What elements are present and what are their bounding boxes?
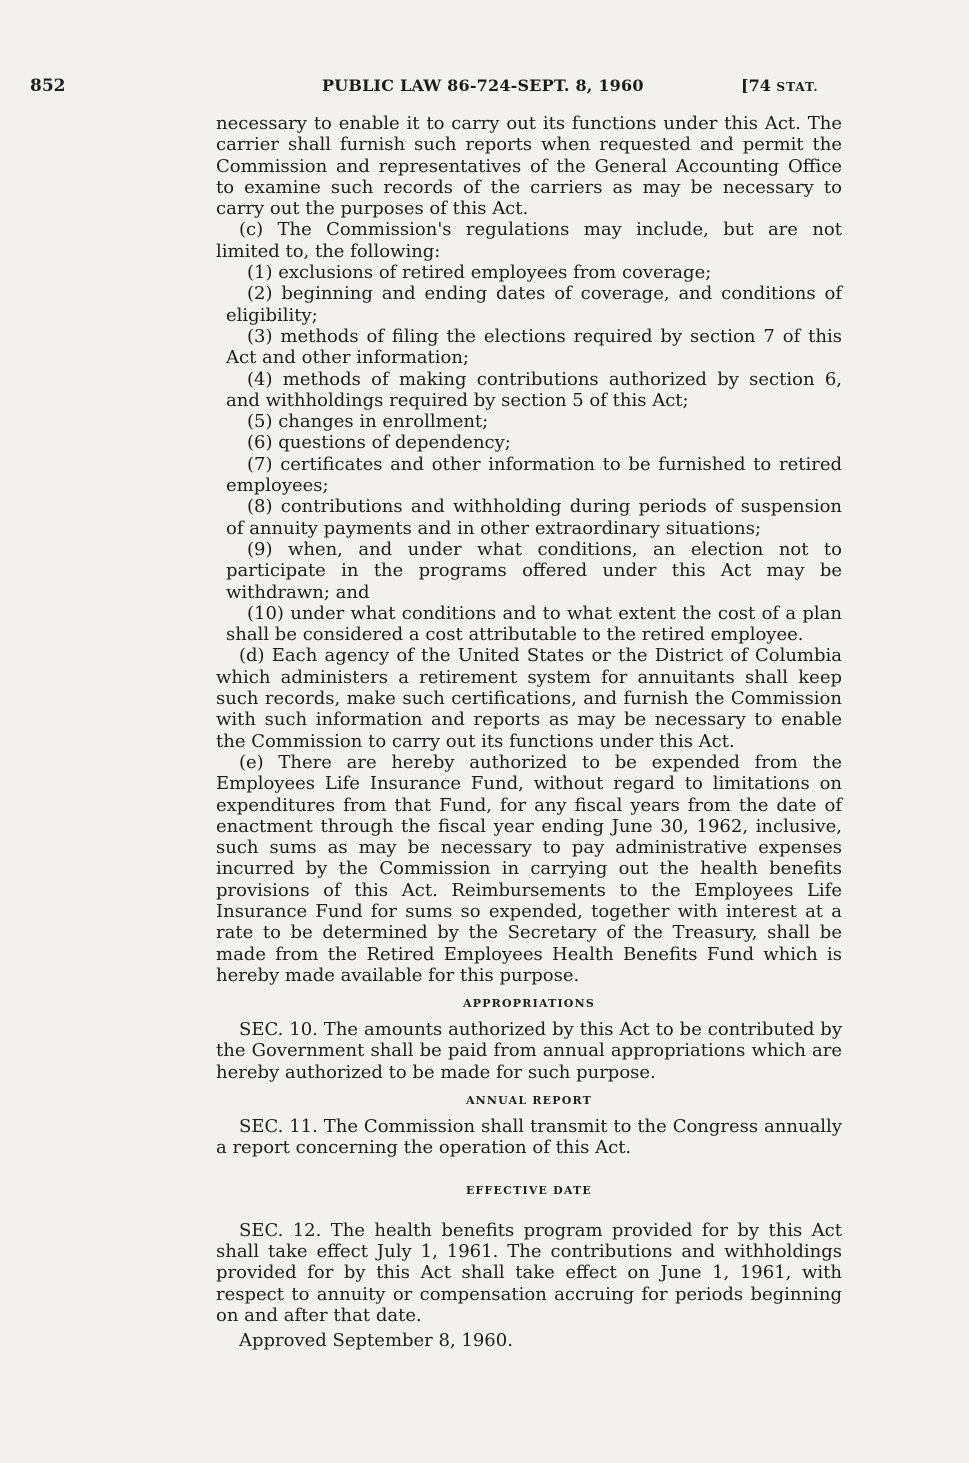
document-body bbox=[216, 113, 842, 1351]
section-heading-effective-date: EFFECTIVE DATE bbox=[465, 1183, 593, 1197]
section-text: The Commission shall transmit to the Congress annually a report concerning the operation of this Act. bbox=[216, 1116, 842, 1159]
section-text: The health benefits program provided for by this Act shall take effect July 1, 1961. The contributions and withholdings provided for by this Act shall take effect on June 1, 1961, with respect to annuity or compensation accruing for periods beginning on and after that date. bbox=[216, 1219, 842, 1326]
section-11 bbox=[216, 1116, 842, 1159]
section-label: SEC. 11. bbox=[239, 1116, 318, 1138]
continued-paragraph: necessary to enable it to carry out its functions under this Act. The carrier shall furnish such reports when requested and permit the Commission and representatives of the General Accounting Office to examine such records of the carriers as may be necessary to carry out the purposes of this Act. bbox=[216, 113, 842, 220]
regulations-list bbox=[216, 262, 842, 645]
section-12 bbox=[216, 1220, 842, 1326]
volume-number: [74 bbox=[741, 76, 771, 95]
subsection-d: (d) Each agency of the United States or the District of Columbia which administers a retirement system for annuitants shall keep such records, make such certifications, and furnish the Commission with such information and reports as may be necessary to enable the Commission to carry out its functions under this Act. bbox=[216, 645, 842, 752]
list-item: (9) when, and under what conditions, an election not to participate in the programs offered under this Act may be withdrawn; and bbox=[226, 538, 842, 603]
list-item: (8) contributions and withholding during periods of suspension of annuity payments and in other extraordinary situations; bbox=[226, 496, 842, 539]
subsection-e: (e) There are hereby authorized to be expended from the Employees Life Insurance Fund, without regard to limitations on expenditures from that Fund, for any fiscal years from the date of enactment through the fiscal year ending June 30, 1962, inclusive, such sums as may be necessary to pay administrative expenses incurred by the Commission in carrying out the health benefits provisions of this Act. Reimbursements to the Employees Life Insurance Fund for sums so expended, together with interest at a rate to be determined by the Secretary of the Treasury, shall be made from the Retired Employees Health Benefits Fund which is hereby made available for this purpose. bbox=[216, 751, 842, 986]
list-item: (5) changes in enrollment; bbox=[247, 411, 489, 433]
section-text: The amounts authorized by this Act to be contributed by the Government shall be paid from annual appropriations which are hereby authorized to be made for such purpose. bbox=[216, 1019, 842, 1083]
statute-label: STAT. bbox=[776, 80, 819, 94]
list-item: (2) beginning and ending dates of coverage, and conditions of eligibility; bbox=[226, 283, 842, 326]
running-head: PUBLIC LAW 86-724-SEPT. 8, 1960 bbox=[322, 76, 644, 95]
list-item: (6) questions of dependency; bbox=[247, 432, 511, 454]
section-heading-annual-report: ANNUAL REPORT bbox=[465, 1094, 593, 1108]
list-item: (10) under what conditions and to what extent the cost of a plan shall be considered a cost attributable to the retired employee. bbox=[226, 602, 842, 646]
list-item: (1) exclusions of retired employees from coverage; bbox=[247, 262, 712, 284]
list-item: (7) certificates and other information to be furnished to retired employees; bbox=[226, 453, 842, 497]
approval-line: Approved September 8, 1960. bbox=[239, 1330, 513, 1352]
section-10 bbox=[216, 1019, 842, 1083]
section-heading-appropriations: APPROPRIATIONS bbox=[462, 997, 595, 1011]
page-number: 852 bbox=[30, 76, 66, 96]
volume-citation bbox=[741, 76, 819, 95]
section-label: SEC. 10. bbox=[239, 1019, 318, 1041]
section-label: SEC. 12. bbox=[239, 1219, 322, 1241]
list-item: (3) methods of filing the elections required by section 7 of this Act and other information; bbox=[226, 325, 842, 369]
subsection-c: (c) The Commission's regulations may include, but are not limited to, the following: bbox=[216, 219, 842, 262]
list-item: (4) methods of making contributions authorized by section 6, and withholdings required by section 5 of this Act; bbox=[226, 368, 842, 411]
